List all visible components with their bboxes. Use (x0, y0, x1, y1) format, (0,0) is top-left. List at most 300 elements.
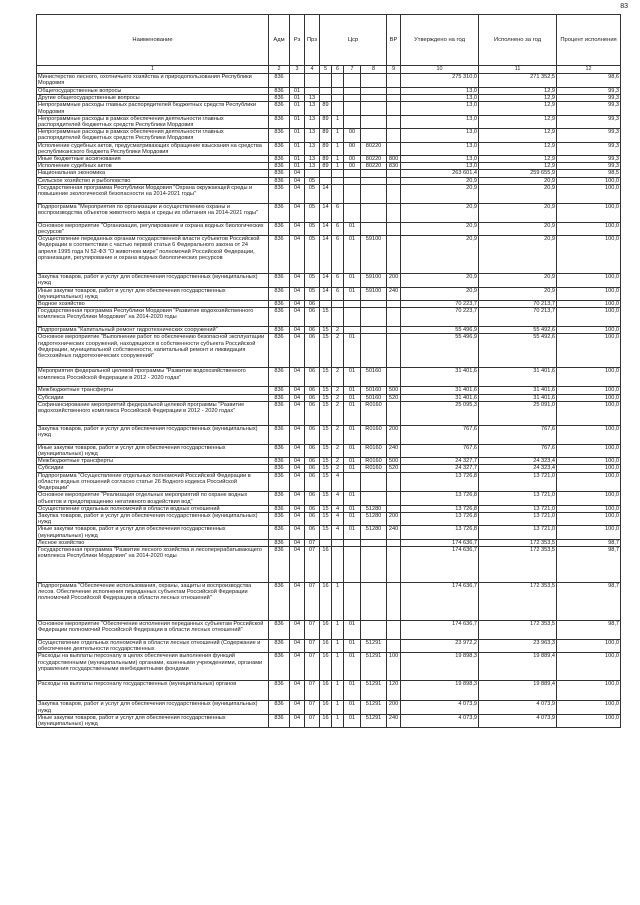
cell-name: Осуществление переданных органам государственной власти субъектов Российской Федерации в соответствии с частью первой статьи 6 Федерального закона от 24 апреля 1995 года N 52-ФЗ "О животном мире" полномочий Российской Федерации, организация, регулирование и охрана водных биологических ресурсов (37, 236, 269, 274)
cell-approved: 13,0 (401, 142, 479, 155)
colnum-9: 9 (387, 66, 401, 74)
cell-csr-event (344, 102, 361, 115)
cell-csr-program (320, 88, 332, 95)
cell-approved: 13,0 (401, 95, 479, 102)
cell-csr-subprogram: 4 (332, 492, 344, 505)
cell-approved: 13 726,8 (401, 505, 479, 512)
cell-prz: 05 (305, 287, 320, 300)
cell-executed: 12,9 (479, 102, 557, 115)
cell-approved: 25 095,3 (401, 401, 479, 425)
cell-csr-program: 89 (320, 163, 332, 170)
colnum-7: 7 (344, 66, 361, 74)
cell-executed: 172 353,5 (479, 546, 557, 582)
cell-csr-subprogram: 1 (332, 142, 344, 155)
cell-percent: 100,0 (557, 177, 621, 184)
cell-name: Непрограммные расходы главных распорядителей бюджетных средств Республики Мордовия (37, 102, 269, 115)
cell-csr-subprogram: 1 (332, 582, 344, 620)
cell-csr-program (320, 95, 332, 102)
cell-csr-subprogram: 2 (332, 425, 344, 444)
cell-approved: 20,9 (401, 274, 479, 287)
cell-rz: 01 (290, 163, 305, 170)
cell-name: Субсидии (37, 394, 269, 401)
cell-percent: 99,3 (557, 88, 621, 95)
cell-prz: 07 (305, 653, 320, 681)
cell-vr: 100 (387, 653, 401, 681)
table-row (37, 444, 621, 457)
cell-adm: 836 (269, 492, 290, 505)
cell-approved: 13 726,8 (401, 492, 479, 505)
cell-vr: 830 (387, 163, 401, 170)
cell-csr-event (344, 177, 361, 184)
cell-rz: 04 (290, 546, 305, 582)
cell-csr-direction: 59100 (361, 287, 387, 300)
cell-approved: 31 401,6 (401, 394, 479, 401)
cell-csr-program: 14 (320, 184, 332, 203)
cell-rz: 04 (290, 425, 305, 444)
cell-approved: 31 401,6 (401, 387, 479, 394)
cell-csr-subprogram: 6 (332, 203, 344, 222)
cell-approved: 4 073,9 (401, 714, 479, 727)
cell-csr-event: 01 (344, 444, 361, 457)
cell-csr-subprogram (332, 74, 344, 88)
cell-name: Непрограммные расходы в рамках обеспечения деятельности главных распорядителей бюджетных средств Республики Мордовия (37, 115, 269, 128)
cell-rz: 04 (290, 701, 305, 714)
cell-csr-direction: 51291 (361, 714, 387, 727)
cell-rz: 01 (290, 129, 305, 142)
cell-csr-program: 15 (320, 465, 332, 472)
cell-prz: 06 (305, 425, 320, 444)
cell-rz: 04 (290, 401, 305, 425)
cell-csr-direction: 59100 (361, 274, 387, 287)
cell-csr-program: 15 (320, 425, 332, 444)
table-row (37, 115, 621, 128)
cell-csr-program: 15 (320, 401, 332, 425)
cell-csr-program: 16 (320, 582, 332, 620)
cell-csr-direction: 80220 (361, 163, 387, 170)
cell-csr-subprogram: 2 (332, 465, 344, 472)
table-row (37, 156, 621, 163)
cell-approved: 13 726,8 (401, 512, 479, 525)
cell-executed: 172 353,5 (479, 539, 557, 546)
cell-csr-event: 01 (344, 287, 361, 300)
cell-csr-program: 14 (320, 287, 332, 300)
cell-executed: 70 213,7 (479, 301, 557, 308)
header-approved: Утверждено на год (401, 15, 479, 66)
cell-csr-event (344, 327, 361, 334)
cell-approved: 174 636,7 (401, 620, 479, 639)
cell-executed: 4 073,9 (479, 714, 557, 727)
cell-csr-program: 89 (320, 129, 332, 142)
cell-adm: 836 (269, 714, 290, 727)
cell-rz: 04 (290, 444, 305, 457)
cell-csr-program: 89 (320, 156, 332, 163)
cell-csr-event: 01 (344, 274, 361, 287)
cell-prz: 13 (305, 142, 320, 155)
cell-prz: 06 (305, 526, 320, 539)
cell-prz: 06 (305, 387, 320, 394)
cell-csr-direction: R0160 (361, 425, 387, 444)
cell-csr-event: 01 (344, 620, 361, 639)
cell-adm: 836 (269, 539, 290, 546)
cell-csr-direction (361, 88, 387, 95)
cell-rz: 04 (290, 170, 305, 177)
cell-csr-program: 15 (320, 334, 332, 368)
cell-csr-subprogram (332, 301, 344, 308)
header-rz: Рз (290, 15, 305, 66)
cell-vr (387, 102, 401, 115)
cell-percent: 100,0 (557, 301, 621, 308)
cell-executed: 13 721,0 (479, 505, 557, 512)
cell-executed: 23 963,3 (479, 639, 557, 652)
cell-csr-direction (361, 492, 387, 505)
cell-csr-direction (361, 115, 387, 128)
cell-approved: 174 636,7 (401, 546, 479, 582)
cell-executed: 20,9 (479, 222, 557, 235)
cell-vr (387, 88, 401, 95)
cell-csr-direction: 50160 (361, 368, 387, 387)
cell-csr-program: 15 (320, 368, 332, 387)
cell-csr-program: 16 (320, 620, 332, 639)
table-row (37, 465, 621, 472)
cell-executed: 12,9 (479, 88, 557, 95)
cell-csr-event: 01 (344, 701, 361, 714)
cell-rz: 04 (290, 308, 305, 327)
cell-prz: 05 (305, 222, 320, 235)
cell-prz: 06 (305, 444, 320, 457)
cell-vr: 200 (387, 274, 401, 287)
cell-percent: 98,7 (557, 539, 621, 546)
cell-vr: 520 (387, 394, 401, 401)
table-row (37, 492, 621, 505)
cell-csr-program: 16 (320, 714, 332, 727)
cell-percent: 100,0 (557, 505, 621, 512)
header-executed: Исполнено за год (479, 15, 557, 66)
cell-csr-program: 15 (320, 458, 332, 465)
cell-csr-program: 89 (320, 142, 332, 155)
cell-adm: 836 (269, 156, 290, 163)
cell-adm: 836 (269, 74, 290, 88)
cell-csr-direction (361, 334, 387, 368)
cell-adm: 836 (269, 334, 290, 368)
cell-approved: 13 726,8 (401, 472, 479, 492)
cell-csr-subprogram: 4 (332, 472, 344, 492)
cell-rz: 04 (290, 526, 305, 539)
cell-csr-direction (361, 203, 387, 222)
cell-name: Мероприятия федеральной целевой программы "Развитие водохозяйственного комплекса Российской Федерации в 2012 - 2020 годах" (37, 368, 269, 387)
cell-csr-event: 01 (344, 368, 361, 387)
cell-rz: 04 (290, 512, 305, 525)
cell-csr-direction: R0160 (361, 401, 387, 425)
colnum-10: 10 (401, 66, 479, 74)
cell-approved: 174 636,7 (401, 539, 479, 546)
cell-name: Закупка товаров, работ и услуг для обеспечения государственных (муниципальных) нужд (37, 512, 269, 525)
table-row (37, 653, 621, 681)
table-row (37, 177, 621, 184)
cell-approved: 20,9 (401, 287, 479, 300)
cell-prz: 13 (305, 102, 320, 115)
header-adm: Адм (269, 15, 290, 66)
cell-prz: 13 (305, 129, 320, 142)
cell-prz: 06 (305, 512, 320, 525)
cell-executed: 31 401,6 (479, 368, 557, 387)
cell-vr (387, 95, 401, 102)
cell-name: Подпрограмма "Обеспечение использования, охраны, защиты и воспроизводства лесов. Обеспечение исполнения переданных субъектам Российской Федерации полномочий Российской Федерации в области лесных отношений" (37, 582, 269, 620)
cell-executed: 4 073,9 (479, 701, 557, 714)
cell-rz: 04 (290, 236, 305, 274)
cell-percent: 100,0 (557, 236, 621, 274)
cell-percent: 99,3 (557, 156, 621, 163)
cell-csr-direction (361, 539, 387, 546)
cell-rz: 01 (290, 156, 305, 163)
cell-csr-direction (361, 74, 387, 88)
cell-executed: 20,9 (479, 236, 557, 274)
cell-adm: 836 (269, 582, 290, 620)
cell-rz: 01 (290, 95, 305, 102)
table-row (37, 236, 621, 274)
cell-vr (387, 115, 401, 128)
cell-executed: 767,6 (479, 425, 557, 444)
cell-percent: 100,0 (557, 444, 621, 457)
cell-approved: 20,9 (401, 177, 479, 184)
cell-approved: 13,0 (401, 115, 479, 128)
cell-name: Расходы на выплаты персоналу государственных (муниципальных) органов (37, 681, 269, 701)
cell-percent: 100,0 (557, 274, 621, 287)
cell-vr: 200 (387, 425, 401, 444)
cell-rz: 04 (290, 465, 305, 472)
cell-vr: 200 (387, 701, 401, 714)
cell-prz: 07 (305, 701, 320, 714)
cell-adm: 836 (269, 546, 290, 582)
cell-adm: 836 (269, 327, 290, 334)
cell-approved: 13,0 (401, 88, 479, 95)
cell-csr-event: 01 (344, 526, 361, 539)
cell-approved: 13,0 (401, 156, 479, 163)
cell-percent: 100,0 (557, 287, 621, 300)
cell-csr-subprogram: 6 (332, 236, 344, 274)
table-row (37, 526, 621, 539)
cell-vr: 120 (387, 681, 401, 701)
cell-percent: 99,3 (557, 142, 621, 155)
cell-csr-program: 16 (320, 681, 332, 701)
cell-adm: 836 (269, 512, 290, 525)
cell-name: Субсидии (37, 465, 269, 472)
cell-executed: 12,9 (479, 142, 557, 155)
cell-adm: 836 (269, 653, 290, 681)
cell-csr-event (344, 301, 361, 308)
cell-adm: 836 (269, 170, 290, 177)
cell-name: Осуществление отдельных полномочий в области лесных отношений (Содержание и обеспечение деятельности государственных (37, 639, 269, 652)
cell-prz: 06 (305, 505, 320, 512)
cell-adm: 836 (269, 505, 290, 512)
cell-csr-program: 14 (320, 222, 332, 235)
cell-prz (305, 88, 320, 95)
table-row (37, 582, 621, 620)
cell-prz: 05 (305, 274, 320, 287)
table-row (37, 334, 621, 368)
cell-csr-direction: R0160 (361, 458, 387, 465)
cell-name: Иные закупки товаров, работ и услуг для обеспечения государственных (муниципальных) нужд (37, 526, 269, 539)
cell-adm: 836 (269, 163, 290, 170)
table-row (37, 714, 621, 727)
cell-csr-subprogram: 2 (332, 394, 344, 401)
cell-approved: 20,9 (401, 222, 479, 235)
cell-adm: 836 (269, 526, 290, 539)
table-row (37, 472, 621, 492)
cell-csr-direction (361, 301, 387, 308)
cell-approved: 263 601,4 (401, 170, 479, 177)
cell-csr-subprogram (332, 177, 344, 184)
cell-rz: 04 (290, 301, 305, 308)
cell-percent: 100,0 (557, 222, 621, 235)
cell-percent: 100,0 (557, 327, 621, 334)
cell-csr-program (320, 301, 332, 308)
cell-executed: 31 401,6 (479, 387, 557, 394)
cell-csr-program: 15 (320, 387, 332, 394)
cell-rz: 04 (290, 368, 305, 387)
cell-executed: 12,9 (479, 156, 557, 163)
cell-csr-direction: 80220 (361, 156, 387, 163)
table-body (37, 74, 621, 728)
cell-rz: 01 (290, 142, 305, 155)
table-row (37, 308, 621, 327)
cell-prz: 06 (305, 394, 320, 401)
cell-csr-subprogram: 4 (332, 512, 344, 525)
cell-csr-direction: 59100 (361, 236, 387, 274)
cell-name: Межбюджетные трансферты (37, 387, 269, 394)
table-row (37, 170, 621, 177)
cell-rz: 04 (290, 184, 305, 203)
cell-rz: 04 (290, 203, 305, 222)
cell-csr-event: 01 (344, 681, 361, 701)
cell-rz: 01 (290, 102, 305, 115)
cell-csr-program: 15 (320, 327, 332, 334)
cell-csr-subprogram: 4 (332, 505, 344, 512)
header-percent: Процент исполнения (557, 15, 621, 66)
cell-csr-event: 01 (344, 505, 361, 512)
cell-executed: 20,9 (479, 287, 557, 300)
cell-vr: 800 (387, 156, 401, 163)
cell-prz: 07 (305, 620, 320, 639)
cell-csr-subprogram (332, 184, 344, 203)
cell-rz: 04 (290, 492, 305, 505)
cell-adm: 836 (269, 620, 290, 639)
cell-prz: 07 (305, 582, 320, 620)
cell-prz: 06 (305, 334, 320, 368)
cell-vr (387, 236, 401, 274)
cell-csr-direction (361, 472, 387, 492)
cell-rz: 04 (290, 387, 305, 394)
cell-csr-subprogram: 1 (332, 701, 344, 714)
cell-percent: 98,7 (557, 620, 621, 639)
cell-executed: 70 213,7 (479, 308, 557, 327)
cell-executed: 271 352,5 (479, 74, 557, 88)
cell-csr-subprogram: 6 (332, 287, 344, 300)
table-row (37, 620, 621, 639)
cell-csr-program: 15 (320, 444, 332, 457)
cell-csr-program (320, 170, 332, 177)
cell-percent: 100,0 (557, 653, 621, 681)
cell-rz: 04 (290, 620, 305, 639)
table-row (37, 287, 621, 300)
cell-name: Подпрограмма "Капитальный ремонт гидротехнических сооружений" (37, 327, 269, 334)
cell-prz: 07 (305, 681, 320, 701)
cell-csr-subprogram: 2 (332, 444, 344, 457)
cell-prz: 07 (305, 539, 320, 546)
cell-csr-subprogram (332, 170, 344, 177)
table-row (37, 505, 621, 512)
colnum-12: 12 (557, 66, 621, 74)
cell-approved: 13 726,8 (401, 526, 479, 539)
cell-vr (387, 74, 401, 88)
cell-csr-program: 14 (320, 203, 332, 222)
cell-prz: 13 (305, 95, 320, 102)
cell-prz: 06 (305, 368, 320, 387)
cell-csr-direction: 50160 (361, 387, 387, 394)
cell-csr-program: 16 (320, 546, 332, 582)
cell-csr-direction: 51291 (361, 681, 387, 701)
cell-percent: 100,0 (557, 401, 621, 425)
cell-csr-subprogram: 1 (332, 156, 344, 163)
cell-executed: 13 721,0 (479, 472, 557, 492)
cell-adm: 836 (269, 287, 290, 300)
cell-prz (305, 170, 320, 177)
cell-csr-subprogram: 1 (332, 115, 344, 128)
cell-approved: 20,9 (401, 236, 479, 274)
table-row (37, 387, 621, 394)
cell-csr-event (344, 308, 361, 327)
cell-vr (387, 472, 401, 492)
cell-name: Основное мероприятие "Организация, регулирование и охрана водных биологических ресурсов" (37, 222, 269, 235)
header-prz: Прз (305, 15, 320, 66)
cell-adm: 836 (269, 308, 290, 327)
cell-csr-subprogram: 6 (332, 274, 344, 287)
cell-percent: 100,0 (557, 714, 621, 727)
cell-executed: 12,9 (479, 115, 557, 128)
cell-rz: 01 (290, 88, 305, 95)
cell-csr-event: 01 (344, 465, 361, 472)
cell-csr-event: 01 (344, 512, 361, 525)
cell-adm: 836 (269, 115, 290, 128)
cell-name: Государственная программа Республики Мордовия "Развитие водохозяйственного комплекса Республики Мордовия" на 2014-2020 годы (37, 308, 269, 327)
cell-percent: 98,5 (557, 170, 621, 177)
cell-csr-event: 01 (344, 492, 361, 505)
cell-name: Подпрограмма "Мероприятия по организации и осуществлению охраны и воспроизводства объектов животного мира и среды их обитания на 2014-2021 годы" (37, 203, 269, 222)
cell-executed: 25 091,0 (479, 401, 557, 425)
cell-adm: 836 (269, 222, 290, 235)
cell-approved: 19 898,3 (401, 653, 479, 681)
cell-csr-subprogram: 1 (332, 639, 344, 652)
cell-csr-event: 01 (344, 639, 361, 652)
cell-prz: 06 (305, 458, 320, 465)
cell-percent: 100,0 (557, 701, 621, 714)
cell-percent: 100,0 (557, 639, 621, 652)
cell-adm: 836 (269, 88, 290, 95)
cell-approved: 174 636,7 (401, 582, 479, 620)
cell-executed: 12,9 (479, 163, 557, 170)
cell-csr-program: 15 (320, 512, 332, 525)
budget-table (36, 14, 621, 728)
cell-rz: 04 (290, 653, 305, 681)
cell-name: Основное мероприятие "Выполнение работ по обеспечению безопасной эксплуатации гидротехнических сооружений, находящихся в собственности субъекта Российской Федерации, муниципальной собственности, капитальный ремонт и ликвидация бесхозяйных гидротехнических сооружений" (37, 334, 269, 368)
cell-name: Иные закупки товаров, работ и услуг для обеспечения государственных (муниципальных) нужд (37, 714, 269, 727)
cell-csr-subprogram: 2 (332, 458, 344, 465)
cell-csr-direction (361, 177, 387, 184)
cell-csr-subprogram: 2 (332, 401, 344, 425)
cell-name: Исполнение судебных актов, предусматривающих обращение взыскания на средства республиканского бюджета Республики Мордовия (37, 142, 269, 155)
cell-prz: 06 (305, 327, 320, 334)
cell-csr-event (344, 546, 361, 582)
cell-rz: 04 (290, 539, 305, 546)
